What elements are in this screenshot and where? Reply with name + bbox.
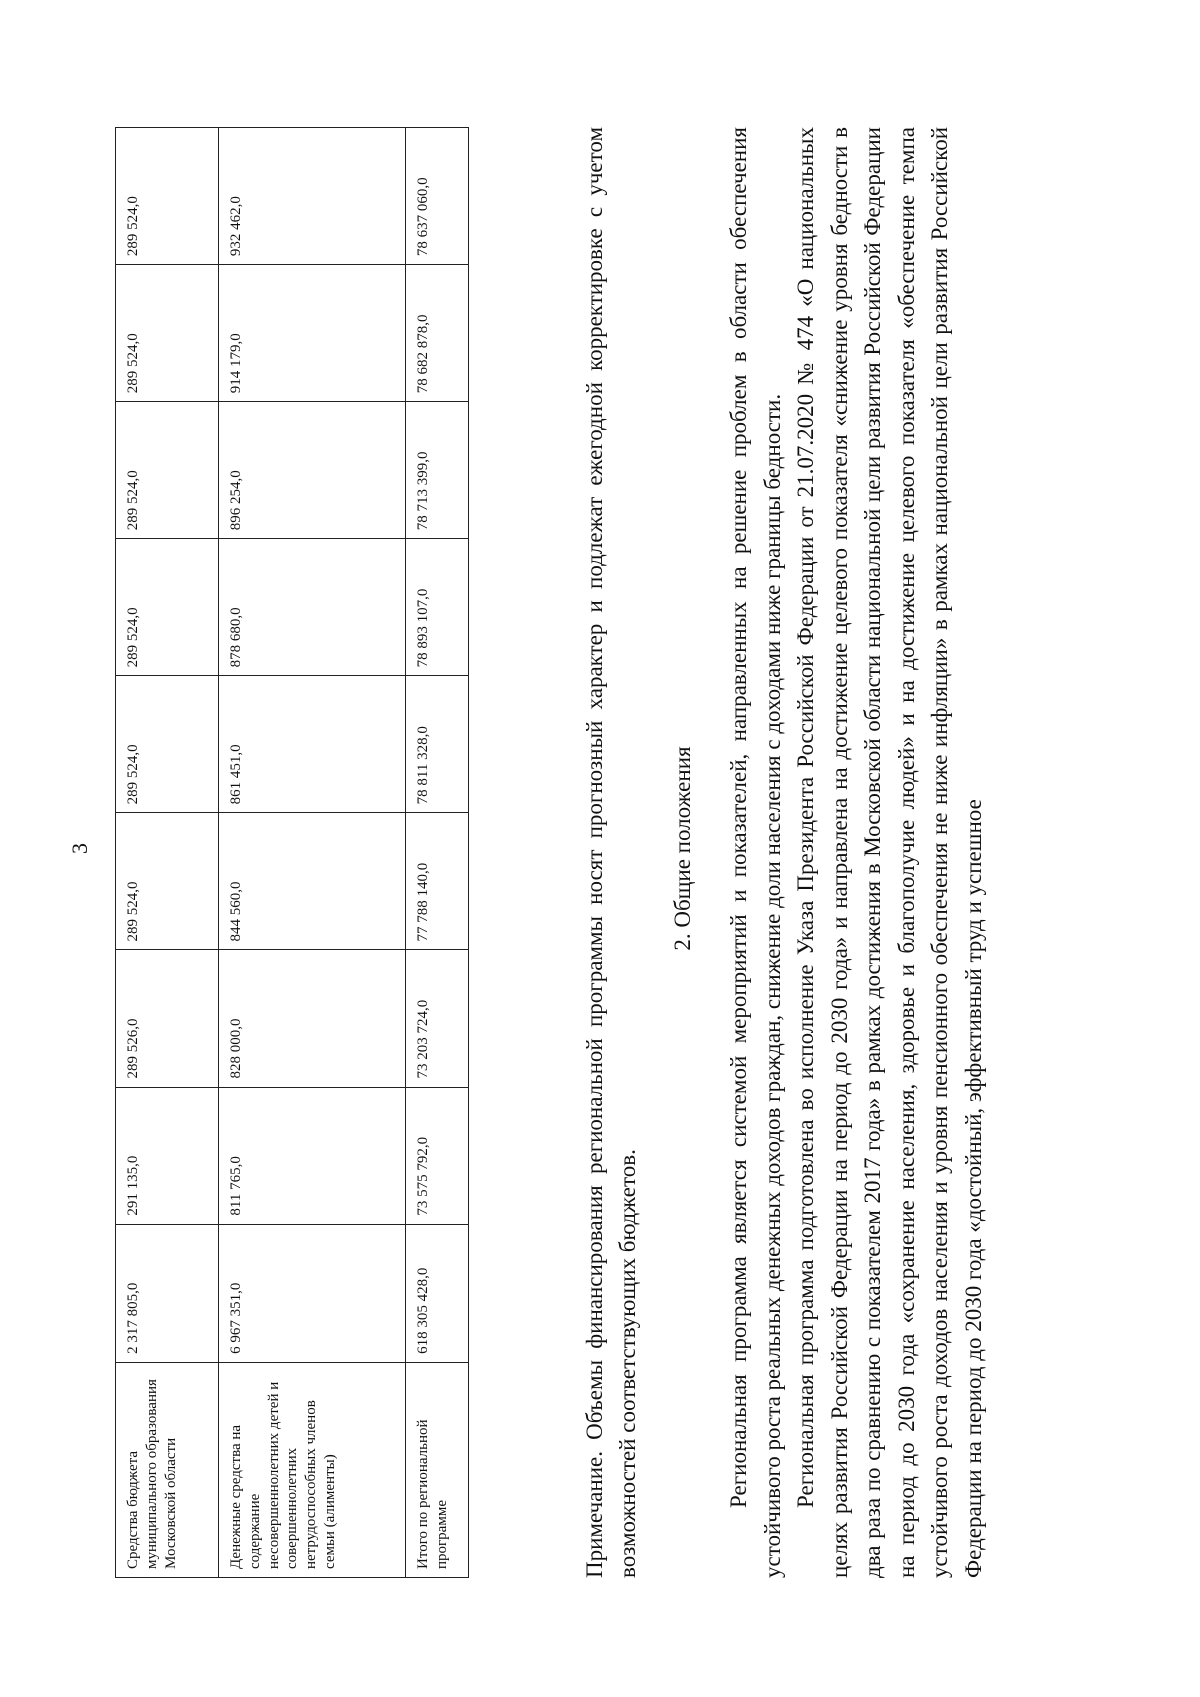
table-cell: 861 451,0: [219, 676, 406, 813]
paragraph: Региональная программа подготовлена во исполнение Указа Президента Российской Федерации от 21.07.2020 № 474 «О национальных целях развития Российской Федерации на период до 2030 года» и направлена на достижение целевого показателя «снижение уровня бедности в два раза по сравнению с показателем 2017 года» в рамках достижения в Московской области национальной цели развития Российской Федерации на период до 2030 года «сохранение населения, здоровье и благополучие людей» и на достижение целевого показателя «обеспечение темпа устойчивого роста доходов населения и уровня пенсионного обеспечения не ниже инфляции» в рамках национальной цели развития Российской Федерации на период до 2030 года «достойный, эффективный труд и успешное: [793, 127, 986, 1578]
table-cell: 914 179,0: [219, 265, 406, 402]
table-cell: 73 575 792,0: [406, 1087, 469, 1224]
table-cell: 289 524,0: [116, 676, 219, 813]
table-row: [116, 128, 219, 1578]
table-row-total: [406, 128, 469, 1578]
table-cell: 844 560,0: [219, 813, 406, 950]
table-cell: 828 000,0: [219, 950, 406, 1087]
financing-table: [115, 127, 469, 1578]
table-cell: 289 524,0: [116, 813, 219, 950]
table-cell: 291 135,0: [116, 1087, 219, 1224]
table-row-label: Средства бюджета муниципального образования Московской области: [116, 1362, 219, 1577]
table-cell: 289 524,0: [116, 128, 219, 265]
table-cell: 618 305 428,0: [406, 1224, 469, 1362]
table-cell: 289 526,0: [116, 950, 219, 1087]
table-note: Примечание. Объемы финансирования региональной программы носят прогнозный характер и подлежат ежегодной корректировке с учетом возможностей соответствующих бюджетов.: [582, 127, 640, 1578]
table-row: [219, 128, 406, 1578]
table-cell: 78 811 328,0: [406, 676, 469, 813]
table-cell: 78 682 878,0: [406, 265, 469, 402]
table-cell: 289 524,0: [116, 402, 219, 539]
table-cell: 896 254,0: [219, 402, 406, 539]
table-cell: 2 317 805,0: [116, 1224, 219, 1362]
table-row-label: Денежные средства на содержание несовершеннолетних детей и совершеннолетних нетрудоспособных членов семьи (алименты): [219, 1362, 406, 1577]
section-title: 2. Общие положения: [670, 746, 695, 951]
table-cell: 77 788 140,0: [406, 813, 469, 950]
table-cell: 78 637 060,0: [406, 128, 469, 265]
table-cell: 6 967 351,0: [219, 1224, 406, 1362]
table-cell: 73 203 724,0: [406, 950, 469, 1087]
table-cell: 811 765,0: [219, 1087, 406, 1224]
table-cell: 78 713 399,0: [406, 402, 469, 539]
table-cell: 78 893 107,0: [406, 539, 469, 676]
table-cell: 289 524,0: [116, 539, 219, 676]
table-cell: 932 462,0: [219, 128, 406, 265]
body-text: [722, 127, 990, 1578]
table-cell: 878 680,0: [219, 539, 406, 676]
table-cell: 289 524,0: [116, 265, 219, 402]
page-number: 3: [67, 843, 92, 854]
table-row-label: Итого по региональной программе: [406, 1362, 469, 1577]
paragraph: Региональная программа является системой мероприятий и показателей, направленных на решение проблем в области обеспечения устойчивого роста реальных денежных доходов граждан, снижение доли населения с доходами ниже границы бедности.: [726, 127, 785, 1578]
